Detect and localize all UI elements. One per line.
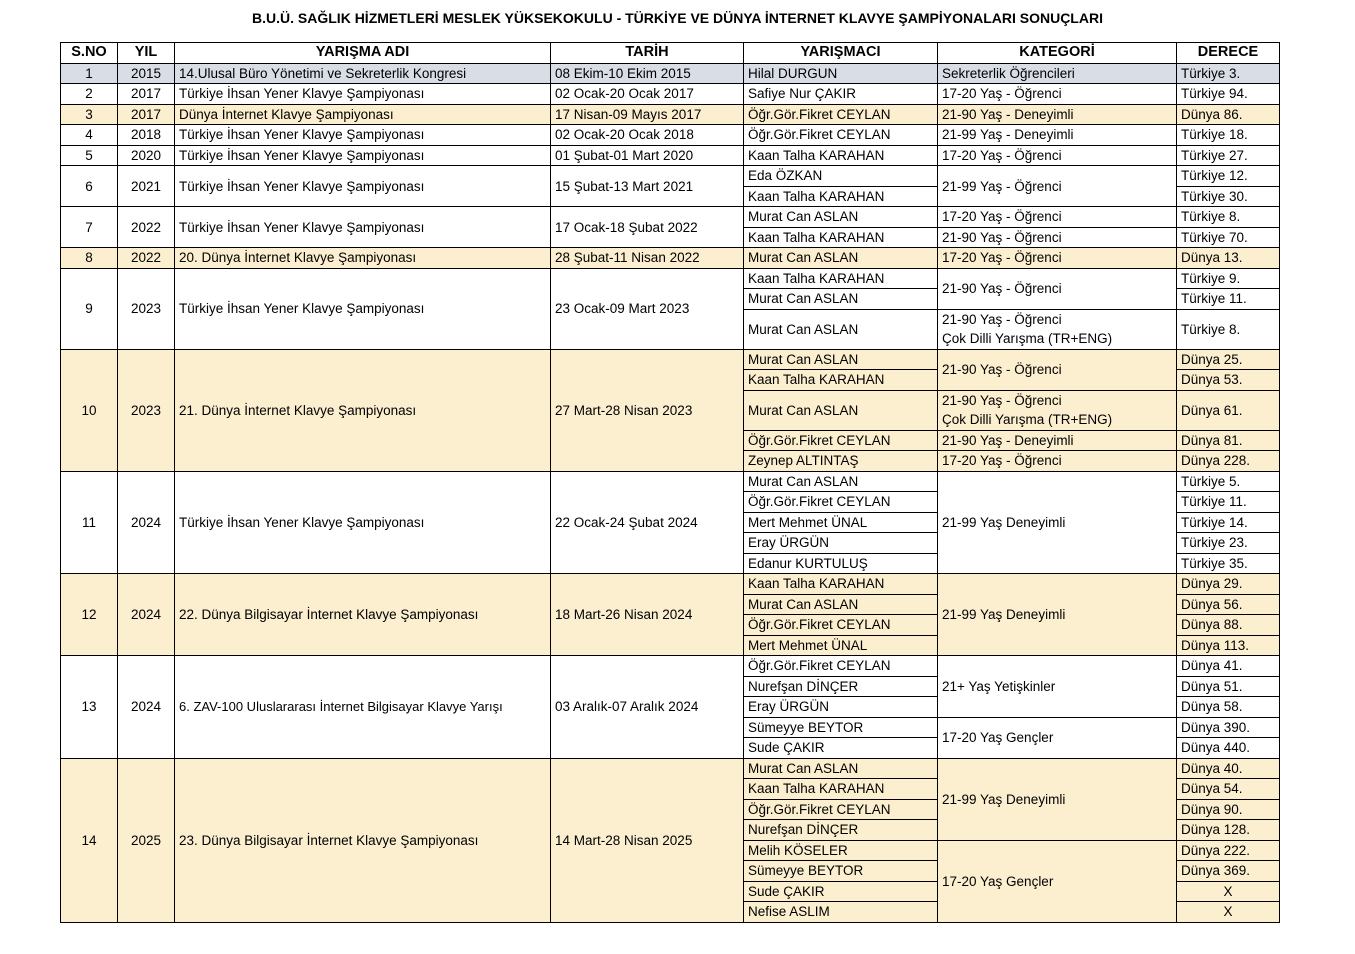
participant-cell: Mert Mehmet ÜNAL xyxy=(744,512,938,533)
rank-cell: Türkiye 18. xyxy=(1177,125,1280,146)
rank-cell: Dünya 29. xyxy=(1177,574,1280,595)
category-cell: 21-99 Yaş - Öğrenci xyxy=(938,166,1177,207)
year-cell: 2023 xyxy=(118,268,175,349)
rank-cell: Türkiye 5. xyxy=(1177,471,1280,492)
rank-cell: Dünya 61. xyxy=(1177,390,1280,430)
date-cell: 08 Ekim-10 Ekim 2015 xyxy=(551,63,744,84)
year-cell: 2025 xyxy=(118,758,175,922)
rank-cell: Dünya 58. xyxy=(1177,697,1280,718)
table-row xyxy=(61,758,1280,779)
rank-cell: Dünya 56. xyxy=(1177,594,1280,615)
rank-cell: Dünya 90. xyxy=(1177,799,1280,820)
category-cell: 21+ Yaş Yetişkinler xyxy=(938,656,1177,718)
rank-cell: Dünya 54. xyxy=(1177,779,1280,800)
rank-cell: Türkiye 14. xyxy=(1177,512,1280,533)
category-cell: 21-99 Yaş - Deneyimli xyxy=(938,125,1177,146)
rank-cell: Türkiye 27. xyxy=(1177,145,1280,166)
participant-cell: Kaan Talha KARAHAN xyxy=(744,227,938,248)
competition-cell: Dünya İnternet Klavye Şampiyonası xyxy=(175,104,551,125)
rank-cell: Dünya 113. xyxy=(1177,635,1280,656)
table-row xyxy=(61,207,1280,228)
results-table xyxy=(60,42,1280,923)
year-cell: 2017 xyxy=(118,84,175,105)
participant-cell: Eray ÜRGÜN xyxy=(744,533,938,554)
category-cell: 21-99 Yaş Deneyimli xyxy=(938,574,1177,656)
participant-cell: Murat Can ASLAN xyxy=(744,471,938,492)
table-row xyxy=(61,104,1280,125)
date-cell: 18 Mart-26 Nisan 2024 xyxy=(551,574,744,656)
participant-cell: Öğr.Gör.Fikret CEYLAN xyxy=(744,125,938,146)
participant-cell: Murat Can ASLAN xyxy=(744,758,938,779)
category-cell: Sekreterlik Öğrencileri xyxy=(938,63,1177,84)
participant-cell: Kaan Talha KARAHAN xyxy=(744,268,938,289)
participant-cell: Kaan Talha KARAHAN xyxy=(744,145,938,166)
year-cell: 2020 xyxy=(118,145,175,166)
header-yarismaci: YARIŞMACI xyxy=(744,43,938,64)
date-cell: 17 Ocak-18 Şubat 2022 xyxy=(551,207,744,248)
sno-cell: 6 xyxy=(61,166,118,207)
participant-cell: Murat Can ASLAN xyxy=(744,594,938,615)
sno-cell: 7 xyxy=(61,207,118,248)
rank-cell: Dünya 13. xyxy=(1177,248,1280,269)
rank-cell: Türkiye 8. xyxy=(1177,207,1280,228)
rank-cell: Dünya 369. xyxy=(1177,861,1280,882)
participant-cell: Nefise ASLIM xyxy=(744,902,938,923)
sno-cell: 13 xyxy=(61,656,118,759)
participant-cell: Sude ÇAKIR xyxy=(744,881,938,902)
rank-cell: Dünya 41. xyxy=(1177,656,1280,677)
date-cell: 02 Ocak-20 Ocak 2018 xyxy=(551,125,744,146)
rank-cell: Türkiye 35. xyxy=(1177,553,1280,574)
category-cell: 17-20 Yaş - Öğrenci xyxy=(938,207,1177,228)
table-row xyxy=(61,248,1280,269)
category-cell: 21-90 Yaş - Deneyimli xyxy=(938,430,1177,451)
header-derece: DERECE xyxy=(1177,43,1280,64)
rank-cell: Türkiye 70. xyxy=(1177,227,1280,248)
participant-cell: Öğr.Gör.Fikret CEYLAN xyxy=(744,104,938,125)
rank-cell: Türkiye 11. xyxy=(1177,289,1280,310)
rank-cell: Türkiye 94. xyxy=(1177,84,1280,105)
date-cell: 17 Nisan-09 Mayıs 2017 xyxy=(551,104,744,125)
rank-cell: Dünya 440. xyxy=(1177,738,1280,759)
category-cell: 17-20 Yaş - Öğrenci xyxy=(938,84,1177,105)
participant-cell: Zeynep ALTINTAŞ xyxy=(744,451,938,472)
category-cell: 21-90 Yaş - Öğrenci xyxy=(938,349,1177,390)
header-row xyxy=(61,43,1280,64)
rank-cell: Türkiye 12. xyxy=(1177,166,1280,187)
participant-cell: Öğr.Gör.Fikret CEYLAN xyxy=(744,656,938,677)
category-cell xyxy=(938,309,1177,349)
category-cell: 21-90 Yaş - Öğrenci xyxy=(938,227,1177,248)
sno-cell: 5 xyxy=(61,145,118,166)
sno-cell: 9 xyxy=(61,268,118,349)
participant-cell: Murat Can ASLAN xyxy=(744,248,938,269)
rank-cell: Dünya 53. xyxy=(1177,370,1280,391)
table-row xyxy=(61,125,1280,146)
sno-cell: 4 xyxy=(61,125,118,146)
participant-cell: Murat Can ASLAN xyxy=(744,390,938,430)
rank-cell: Türkiye 9. xyxy=(1177,268,1280,289)
participant-cell: Safiye Nur ÇAKIR xyxy=(744,84,938,105)
participant-cell: Öğr.Gör.Fikret CEYLAN xyxy=(744,430,938,451)
participant-cell: Eda ÖZKAN xyxy=(744,166,938,187)
table-row xyxy=(61,349,1280,370)
participant-cell: Murat Can ASLAN xyxy=(744,289,938,310)
category-cell: 21-99 Yaş Deneyimli xyxy=(938,471,1177,574)
rank-cell: Dünya 88. xyxy=(1177,615,1280,636)
date-cell: 28 Şubat-11 Nisan 2022 xyxy=(551,248,744,269)
rank-cell: Türkiye 11. xyxy=(1177,492,1280,513)
sno-cell: 10 xyxy=(61,349,118,471)
date-cell: 02 Ocak-20 Ocak 2017 xyxy=(551,84,744,105)
year-cell: 2021 xyxy=(118,166,175,207)
category-cell: 17-20 Yaş Gençler xyxy=(938,840,1177,922)
category-line: 21-90 Yaş - Öğrenci xyxy=(942,312,1062,327)
participant-cell: Kaan Talha KARAHAN xyxy=(744,574,938,595)
header-sno: S.NO xyxy=(61,43,118,64)
header-yil: YIL xyxy=(118,43,175,64)
participant-cell: Sude ÇAKIR xyxy=(744,738,938,759)
rank-cell: Dünya 81. xyxy=(1177,430,1280,451)
rank-cell: Dünya 51. xyxy=(1177,676,1280,697)
year-cell: 2023 xyxy=(118,349,175,471)
competition-cell: 14.Ulusal Büro Yönetimi ve Sekreterlik Kongresi xyxy=(175,63,551,84)
date-cell: 15 Şubat-13 Mart 2021 xyxy=(551,166,744,207)
participant-cell: Eray ÜRGÜN xyxy=(744,697,938,718)
category-cell xyxy=(938,390,1177,430)
category-cell: 21-90 Yaş - Deneyimli xyxy=(938,104,1177,125)
header-yarisma: YARIŞMA ADI xyxy=(175,43,551,64)
date-cell: 22 Ocak-24 Şubat 2024 xyxy=(551,471,744,574)
competition-cell: 23. Dünya Bilgisayar İnternet Klavye Şampiyonası xyxy=(175,758,551,922)
competition-cell: Türkiye İhsan Yener Klavye Şampiyonası xyxy=(175,145,551,166)
date-cell: 27 Mart-28 Nisan 2023 xyxy=(551,349,744,471)
table-row xyxy=(61,268,1280,289)
competition-cell: Türkiye İhsan Yener Klavye Şampiyonası xyxy=(175,471,551,574)
year-cell: 2018 xyxy=(118,125,175,146)
rank-cell: X xyxy=(1177,881,1280,902)
year-cell: 2024 xyxy=(118,574,175,656)
competition-cell: 6. ZAV-100 Uluslararası İnternet Bilgisayar Klavye Yarışı xyxy=(175,656,551,759)
competition-cell: Türkiye İhsan Yener Klavye Şampiyonası xyxy=(175,268,551,349)
competition-cell: Türkiye İhsan Yener Klavye Şampiyonası xyxy=(175,125,551,146)
table-row xyxy=(61,145,1280,166)
participant-cell: Edanur KURTULUŞ xyxy=(744,553,938,574)
participant-cell: Öğr.Gör.Fikret CEYLAN xyxy=(744,799,938,820)
competition-cell: Türkiye İhsan Yener Klavye Şampiyonası xyxy=(175,207,551,248)
rank-cell: Türkiye 8. xyxy=(1177,309,1280,349)
table-row xyxy=(61,656,1280,677)
rank-cell: Türkiye 23. xyxy=(1177,533,1280,554)
participant-cell: Sümeyye BEYTOR xyxy=(744,861,938,882)
competition-cell: 20. Dünya İnternet Klavye Şampiyonası xyxy=(175,248,551,269)
year-cell: 2024 xyxy=(118,656,175,759)
rank-cell: Türkiye 3. xyxy=(1177,63,1280,84)
competition-cell: 21. Dünya İnternet Klavye Şampiyonası xyxy=(175,349,551,471)
participant-cell: Kaan Talha KARAHAN xyxy=(744,186,938,207)
competition-cell: Türkiye İhsan Yener Klavye Şampiyonası xyxy=(175,166,551,207)
date-cell: 23 Ocak-09 Mart 2023 xyxy=(551,268,744,349)
category-cell: 17-20 Yaş Gençler xyxy=(938,717,1177,758)
competition-cell: Türkiye İhsan Yener Klavye Şampiyonası xyxy=(175,84,551,105)
participant-cell: Öğr.Gör.Fikret CEYLAN xyxy=(744,492,938,513)
sno-cell: 8 xyxy=(61,248,118,269)
participant-cell: Hilal DURGUN xyxy=(744,63,938,84)
rank-cell: Dünya 40. xyxy=(1177,758,1280,779)
year-cell: 2022 xyxy=(118,248,175,269)
participant-cell: Kaan Talha KARAHAN xyxy=(744,779,938,800)
table-row xyxy=(61,166,1280,187)
rank-cell: Dünya 390. xyxy=(1177,717,1280,738)
category-line: Çok Dilli Yarışma (TR+ENG) xyxy=(942,331,1113,346)
sno-cell: 14 xyxy=(61,758,118,922)
year-cell: 2022 xyxy=(118,207,175,248)
sno-cell: 2 xyxy=(61,84,118,105)
table-row xyxy=(61,471,1280,492)
category-line: Çok Dilli Yarışma (TR+ENG) xyxy=(942,412,1113,427)
participant-cell: Murat Can ASLAN xyxy=(744,349,938,370)
page-title: B.U.Ü. SAĞLIK HİZMETLERİ MESLEK YÜKSEKOKULU - TÜRKİYE VE DÜNYA İNTERNET KLAVYE ŞAMPİYONALARI SONUÇLARI xyxy=(252,10,1103,26)
competition-cell: 22. Dünya Bilgisayar İnternet Klavye Şampiyonası xyxy=(175,574,551,656)
participant-cell: Mert Mehmet ÜNAL xyxy=(744,635,938,656)
sno-cell: 11 xyxy=(61,471,118,574)
date-cell: 14 Mart-28 Nisan 2025 xyxy=(551,758,744,922)
rank-cell: Dünya 128. xyxy=(1177,820,1280,841)
participant-cell: Kaan Talha KARAHAN xyxy=(744,370,938,391)
year-cell: 2024 xyxy=(118,471,175,574)
participant-cell: Nurefşan DİNÇER xyxy=(744,820,938,841)
rank-cell: Dünya 25. xyxy=(1177,349,1280,370)
year-cell: 2015 xyxy=(118,63,175,84)
sno-cell: 3 xyxy=(61,104,118,125)
table-row xyxy=(61,574,1280,595)
date-cell: 01 Şubat-01 Mart 2020 xyxy=(551,145,744,166)
category-cell: 17-20 Yaş - Öğrenci xyxy=(938,145,1177,166)
header-kategori: KATEGORİ xyxy=(938,43,1177,64)
sno-cell: 1 xyxy=(61,63,118,84)
rank-cell: Dünya 222. xyxy=(1177,840,1280,861)
date-cell: 03 Aralık-07 Aralık 2024 xyxy=(551,656,744,759)
sno-cell: 12 xyxy=(61,574,118,656)
header-tarih: TARİH xyxy=(551,43,744,64)
participant-cell: Sümeyye BEYTOR xyxy=(744,717,938,738)
rank-cell: Dünya 86. xyxy=(1177,104,1280,125)
category-cell: 21-90 Yaş - Öğrenci xyxy=(938,268,1177,309)
year-cell: 2017 xyxy=(118,104,175,125)
rank-cell: X xyxy=(1177,902,1280,923)
table-row xyxy=(61,84,1280,105)
table-row xyxy=(61,63,1280,84)
rank-cell: Dünya 228. xyxy=(1177,451,1280,472)
participant-cell: Öğr.Gör.Fikret CEYLAN xyxy=(744,615,938,636)
participant-cell: Nurefşan DİNÇER xyxy=(744,676,938,697)
rank-cell: Türkiye 30. xyxy=(1177,186,1280,207)
category-cell: 21-99 Yaş Deneyimli xyxy=(938,758,1177,840)
category-cell: 17-20 Yaş - Öğrenci xyxy=(938,248,1177,269)
participant-cell: Melih KÖSELER xyxy=(744,840,938,861)
participant-cell: Murat Can ASLAN xyxy=(744,207,938,228)
category-line: 21-90 Yaş - Öğrenci xyxy=(942,393,1062,408)
participant-cell: Murat Can ASLAN xyxy=(744,309,938,349)
category-cell: 17-20 Yaş - Öğrenci xyxy=(938,451,1177,472)
